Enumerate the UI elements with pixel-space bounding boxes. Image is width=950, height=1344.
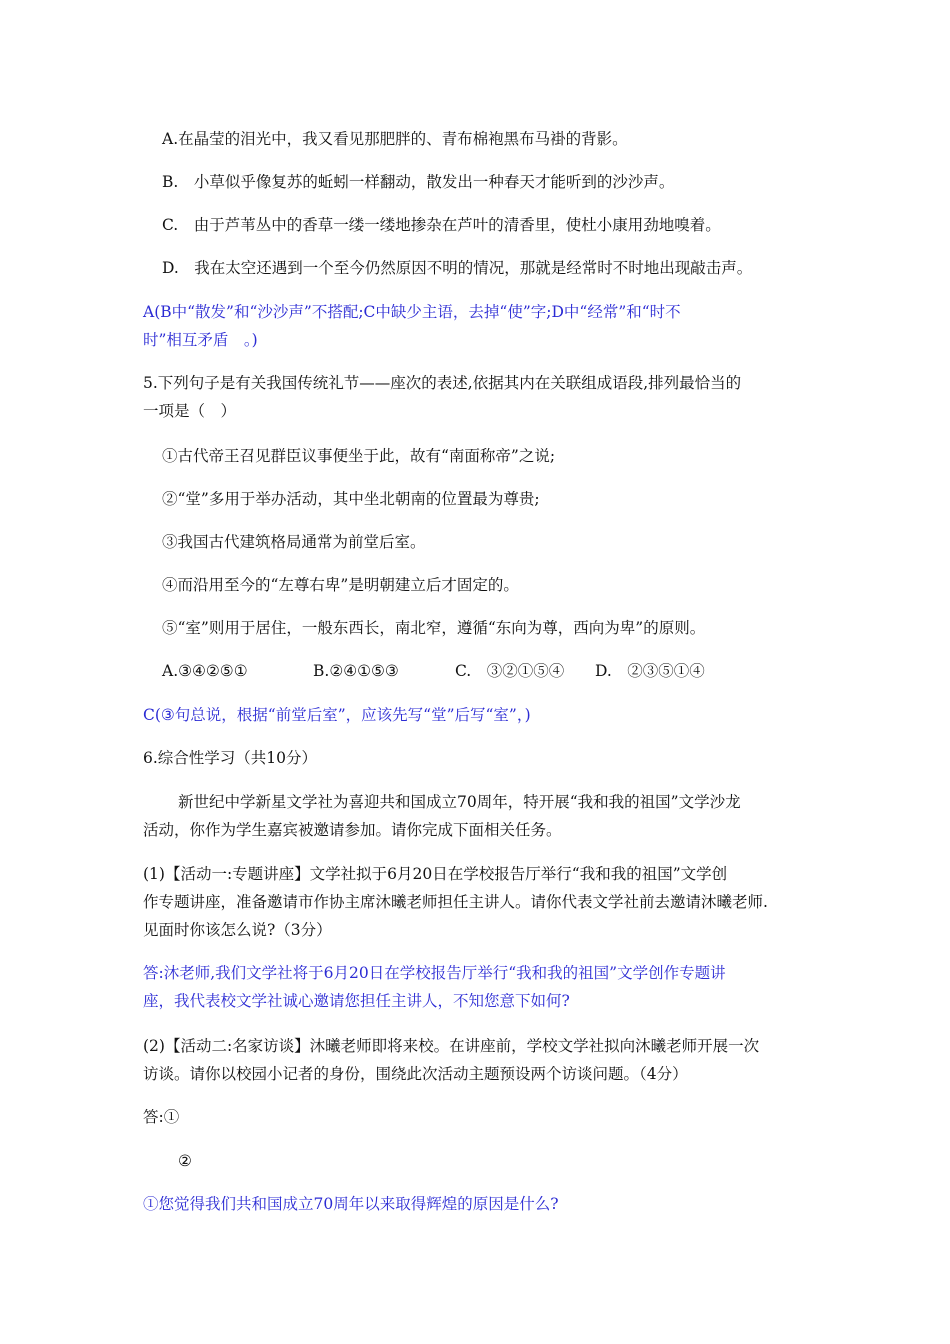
q5-option-d: D. ②③⑤①④	[595, 662, 705, 680]
q4-answer-line-2: 时”相互矛盾 。)	[143, 331, 258, 349]
q5-option-b: B.②④①⑤③	[313, 662, 399, 680]
q5-sentence-5: ⑤“室”则用于居住，一般东西长，南北窄，遵循“东向为尊，西向为卑”的原则。	[162, 619, 706, 637]
q4-option-c: C. 由于芦苇丛中的香草一缕一缕地掺杂在芦叶的清香里，使杜小康用劲地嗅着。	[162, 216, 721, 234]
q6-part2-line-2: 访谈。请你以校园小记者的身份，围绕此次活动主题预设两个访谈问题。（4分）	[143, 1065, 688, 1083]
q6-answer1-line-2: 座，我代表校文学社诚心邀请您担任主讲人，不知您意下如何?	[143, 992, 570, 1010]
q6-part1-line-1: (1)【活动一:专题讲座】文学社拟于6月20日在学校报告厅举行“我和我的祖国”文学创	[143, 865, 728, 883]
q6-answer-label: 答:①	[143, 1108, 180, 1126]
q5-sentence-2: ②“堂”多用于举办活动，其中坐北朝南的位置最为尊贵;	[162, 490, 540, 508]
q6-part2-line-1: (2)【活动二:名家访谈】沐曦老师即将来校。在讲座前，学校文学社拟向沐曦老师开展一次	[143, 1037, 760, 1055]
q6-part1-line-2: 作专题讲座，准备邀请市作协主席沐曦老师担任主讲人。请你代表文学社前去邀请沐曦老师.	[143, 893, 768, 911]
q5-stem-line-2: 一项是（ ）	[143, 402, 237, 420]
q5-answer: C(③句总说，根据“前堂后室”，应该先写“堂”后写“室”，)	[143, 706, 531, 724]
q6-intro-line-1: 新世纪中学新星文学社为喜迎共和国成立70周年，特开展“我和我的祖国”文学沙龙	[178, 793, 741, 811]
q5-sentence-1: ①古代帝王召见群臣议事便坐于此，故有“南面称帝”之说;	[162, 447, 556, 465]
q5-option-a: A.③④②⑤①	[162, 662, 248, 680]
q6-part1-line-3: 见面时你该怎么说?（3分）	[143, 921, 332, 939]
q4-option-d: D. 我在太空还遇到一个至今仍然原因不明的情况，那就是经常时不时地出现敲击声。	[162, 259, 753, 277]
q4-option-a: A.在晶莹的泪光中，我又看见那肥胖的、青布棉袍黑布马褂的背影。	[162, 130, 628, 148]
q5-sentence-3: ③我国古代建筑格局通常为前堂后室。	[162, 533, 426, 551]
q6-answer2-line-1: ①您觉得我们共和国成立70周年以来取得辉煌的原因是什么?	[143, 1195, 559, 1213]
q5-stem-line-1: 5.下列句子是有关我国传统礼节——座次的表述,依据其内在关联组成语段,排列最恰当的	[143, 374, 742, 392]
q4-answer-line-1: A(B中“散发”和“沙沙声”不搭配;C中缺少主语，去掉“使”字;D中“经常”和“时不	[143, 303, 681, 321]
q6-answer1-line-1: 答:沐老师,我们文学社将于6月20日在学校报告厅举行“我和我的祖国”文学创作专题讲	[143, 964, 726, 982]
q6-title: 6.综合性学习（共10分）	[143, 749, 318, 767]
q5-option-c: C. ③②①⑤④	[455, 662, 565, 680]
q4-option-b: B. 小草似乎像复苏的蚯蚓一样翻动，散发出一种春天才能听到的沙沙声。	[162, 173, 675, 191]
q5-sentence-4: ④而沿用至今的“左尊右卑”是明朝建立后才固定的。	[162, 576, 519, 594]
q6-intro-line-2: 活动，你作为学生嘉宾被邀请参加。请你完成下面相关任务。	[143, 821, 562, 839]
q6-answer-blank-2: ②	[178, 1152, 192, 1170]
